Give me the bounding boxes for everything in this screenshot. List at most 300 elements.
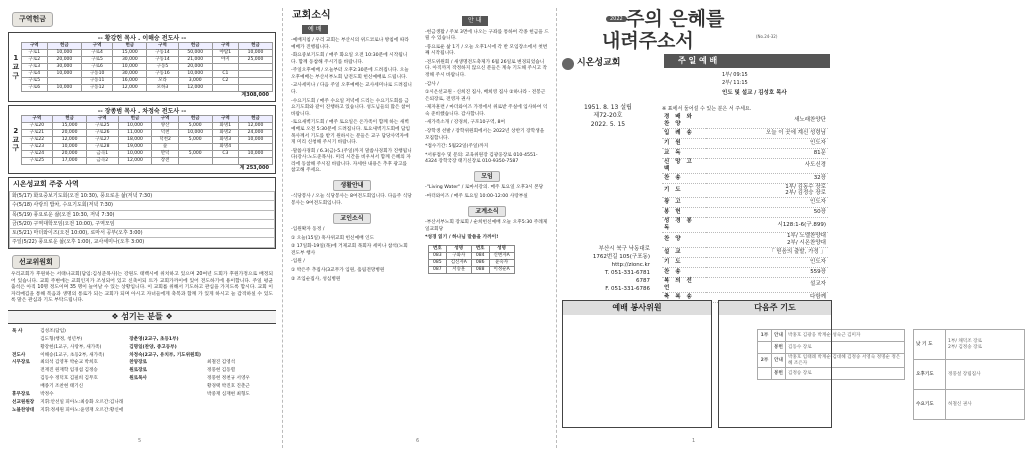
table-row <box>21 50 272 57</box>
notice-item: *서류접수 및 문의: 교육위원장 김광웅장로 010-4551-4324 장학국장 태기신장로 010-9350-7587 <box>425 152 538 165</box>
intro-item: -입원확자 동정 / <box>291 227 325 233</box>
order-row <box>662 233 828 248</box>
staff-cell <box>127 392 203 398</box>
staff-cell <box>10 345 36 351</box>
table-cell: 이정순A <box>489 266 514 273</box>
order-value: 새노래찬양단 <box>706 114 828 128</box>
schedule-item: 목(5/19) 풍요로운 삶(오전 10:30, 저녁 7:30) <box>10 210 275 219</box>
table-cell <box>239 71 273 78</box>
order-label: 기 원 <box>662 138 706 148</box>
table-cell: C1 <box>212 71 238 78</box>
notice-item: ①시온선교원 - 신희진 집사, 배희영 집사 ②하나라 - 전봉근 은퇴장로, 전영자 권사 <box>425 90 546 102</box>
table-cell: 16,000 <box>113 78 147 85</box>
life-tab: 생활안내 <box>333 180 370 192</box>
schedule-table <box>9 191 275 248</box>
order-value: 시128:1-6(구.899) <box>706 218 828 233</box>
table-row <box>10 400 252 406</box>
table-row <box>914 360 1025 390</box>
page-1 <box>562 6 983 446</box>
prayer-label: 수요기도 <box>914 390 946 420</box>
table-cell: 서승훈 <box>446 266 471 273</box>
table-cell: 구로6 <box>21 85 47 92</box>
table-cell: 12,000 <box>53 137 87 144</box>
table-cell <box>239 144 273 151</box>
staff-cell: 김명일(찬양, 중고등부) <box>129 344 177 350</box>
intro-item: ② 조입순집사, 성심병원 <box>291 276 341 282</box>
standing-note: ※ 표에서 둘어설 수 있는 분은 서 주세요. <box>662 106 752 112</box>
staff-cell <box>127 329 203 335</box>
staff-cell: 박중재 심재현 최형도 <box>207 392 250 398</box>
table-cell: 구로2 <box>21 57 47 64</box>
order-label: 찬 송 <box>662 267 706 277</box>
offering-header: 구역헌금 <box>12 12 53 27</box>
table-cell: 신변자A <box>489 252 514 259</box>
order-label: 봉 헌 <box>662 208 706 218</box>
table-cell: 구로4 <box>81 50 113 57</box>
table-row <box>21 85 272 92</box>
table-cell: 10,000 <box>47 71 81 78</box>
table-cell: 윤숙자 <box>489 259 514 266</box>
column-header: 헌금 <box>47 43 81 50</box>
table-cell: 금곡2 <box>87 158 119 165</box>
block2-title: -- 장종범 목사 . 차정숙 전도사 -- <box>97 107 187 115</box>
title-line-2: 내려주소서 <box>602 30 694 52</box>
staff-cell: 원로목사 <box>129 376 147 382</box>
table-cell: C3 <box>212 151 238 158</box>
staff-cell: 차정숙(2교구, 유치부, 기도위원회) <box>129 352 201 358</box>
table-cell: 덕천2 <box>152 137 178 144</box>
church-emblem-icon <box>562 58 574 70</box>
table-row <box>429 259 515 266</box>
order-value: 오늘 이 곳에 계신 성령님 <box>706 128 828 138</box>
column-header: 성명 <box>446 245 471 252</box>
staff-cell: 노블찬양대 <box>12 408 35 414</box>
weekly-schedule <box>8 177 276 248</box>
table-row <box>21 144 272 151</box>
offering-table-2 <box>21 115 273 165</box>
table-cell: 구화자 <box>446 252 471 259</box>
column-header: 구역 <box>21 116 53 123</box>
table-cell: 10,000 <box>113 64 147 71</box>
table-row <box>10 408 252 414</box>
notice-title: 안 내 <box>462 16 488 26</box>
column-header: 헌금 <box>113 43 147 50</box>
column-header: 구역 <box>212 116 238 123</box>
table-cell <box>47 78 81 85</box>
table-cell: 구로4 <box>21 71 47 78</box>
issue-info: 1951. 8. 13 설립 제72-20호 2022. 5. 15 <box>584 104 632 128</box>
staff-cell: 김성조(담임) <box>40 328 66 334</box>
friend-item: -부산서부노회 장로회 / 순희헌신예배 오늘 오후5:30 주례제일교회당 <box>425 220 548 232</box>
table-row <box>21 57 272 64</box>
order-label: 복 의 선 언 <box>662 277 706 292</box>
column-header: 번호 <box>429 245 447 252</box>
divider <box>556 8 557 448</box>
table-row <box>10 345 252 351</box>
order-value: 인도자 <box>706 138 828 148</box>
table-cell: 구로28 <box>87 144 119 151</box>
order-value: 설교자 <box>706 277 828 292</box>
table-cell: 10,000 <box>47 50 81 57</box>
order-value: 559장 <box>706 267 828 277</box>
table-cell: 화명3 <box>212 137 238 144</box>
table-header <box>21 116 272 123</box>
column-header: 성명 <box>489 245 514 252</box>
table-cell: 15,000 <box>53 123 87 130</box>
prayer-label: 낮 기 도 <box>914 330 946 360</box>
table-row <box>10 329 252 335</box>
staff-cell <box>10 337 36 343</box>
table-row <box>10 376 252 382</box>
staff-cell: 전도사 <box>12 352 26 358</box>
staff-cell: 황경택 박진호 진춘근 <box>207 384 250 390</box>
table-cell <box>239 85 273 92</box>
volunteer-cell: 박홍호 임태례 박계순 김대혜 김정숭 서영숙 정명순 정은혜 조은자 <box>786 354 905 368</box>
table-cell: 모하3 <box>147 85 179 92</box>
order-label: 경 배 와 찬 양 <box>662 114 706 128</box>
table-cell: 구로24 <box>21 151 53 158</box>
order-label: 교 독 <box>662 148 706 158</box>
worship-item: -예배지침 / 우리 교회는 부산시의 위드코로나 방침에 따라 예배가 진행됩니다. <box>291 38 409 50</box>
table-cell <box>178 144 212 151</box>
intro-item: ① 박은주 추집사(3교무가 입원, 흘림전망병원 <box>291 268 385 274</box>
page-number: 5 <box>138 437 142 444</box>
table-cell: 12,000 <box>118 158 152 165</box>
notice-item: -풍요로운 삶 1기 / 오늘 오후1시에 각 반 모임장소에서 첫번째 시작됩니다. <box>425 44 548 57</box>
table-cell: 086 <box>471 259 489 266</box>
column-header: 헌금 <box>53 116 87 123</box>
order-value: 1부/ 노엘찬양대 2부/ 시온찬양대 <box>706 233 828 248</box>
column-header: 구역 <box>212 43 238 50</box>
schedule-item: 주일(5/22) 풍요로운 삶(오후 1:00), 교사세미나(오후 3:00) <box>10 238 275 247</box>
table-row <box>21 151 272 158</box>
table-cell: 10,000 <box>118 151 152 158</box>
volunteer-cell: 안내 <box>772 354 786 368</box>
staff-cell: 휴무장로 <box>12 392 30 398</box>
notice-item: -제자훈련 / 마더와이즈 가정에서 위로받 주실에 입사하여 익숙 준비했습니다. 감사합니다. <box>425 105 548 117</box>
church-news-title: 교회소식 <box>292 10 331 21</box>
table-cell: 숲 <box>152 144 178 151</box>
table-row <box>10 201 275 210</box>
table-cell: 10,000 <box>239 50 273 57</box>
table-cell <box>212 158 238 165</box>
table-row <box>21 130 272 137</box>
staff-cell: 시무장로 <box>12 360 30 366</box>
table-cell: 24,000 <box>239 130 273 137</box>
column-header: 구역 <box>21 43 47 50</box>
staff-cell <box>10 376 36 382</box>
table-row <box>429 266 515 273</box>
worship-items <box>288 37 416 176</box>
table-cell: 구동16 <box>147 71 179 78</box>
staff-cell: 최의석 김영후 박순교 박희호 <box>40 360 98 366</box>
order-label: 찬 송 <box>662 173 706 183</box>
intro-item: -입원 / <box>291 259 305 265</box>
table-cell: 30,000 <box>113 57 147 64</box>
volunteer-cell: 김정승 장로 <box>786 368 905 380</box>
order-value: 1부/ 김동수 장로 2부/ 김정승 장로 <box>706 183 828 198</box>
table-cell: 모라 <box>147 78 179 85</box>
page-5 <box>8 6 276 446</box>
page-number: 6 <box>416 437 420 444</box>
staff-cell <box>205 353 252 359</box>
staff-cell: 최철진 김영석 <box>207 360 236 366</box>
order-row <box>662 158 828 173</box>
table-row <box>914 330 1025 360</box>
order-row <box>662 218 828 233</box>
staff-cell <box>205 337 252 343</box>
table-cell: 장전 <box>152 158 178 165</box>
table-row <box>10 192 275 201</box>
group-item: -마더와이즈 / 매주 토요일 10:00-12:00 사랑부실 <box>425 193 528 199</box>
table-cell: 19,000 <box>118 144 152 151</box>
table-cell: 구로1 <box>21 50 47 57</box>
table-cell: 5,000 <box>178 151 212 158</box>
table-cell: 구동14 <box>147 50 179 57</box>
order-row <box>662 183 828 198</box>
order-row <box>662 267 828 277</box>
order-label: 입 례 송 <box>662 128 706 138</box>
order-label: 기 도 <box>662 183 706 198</box>
staff-title: ❖ 섬기는 분들 ❖ <box>8 310 276 324</box>
table-cell: 야탑1 <box>212 50 238 57</box>
volume: (No.24-32) <box>756 34 778 39</box>
order-value: 인도자 <box>706 257 828 267</box>
prayer-label: 오후기도 <box>914 360 946 390</box>
table-cell: 21,000 <box>178 57 212 64</box>
staff-cell: 지휘:정세원 피아노:윤영재 오르간:황신애 <box>40 408 124 414</box>
church-logo <box>562 58 620 70</box>
table-cell: 구로23 <box>21 144 53 151</box>
page-6 <box>288 6 552 446</box>
table-cell: 10,000 <box>118 123 152 130</box>
table-cell: 5,000 <box>178 123 212 130</box>
offering-block-1 <box>8 32 276 102</box>
block2-side: 2 교 구 <box>12 126 20 153</box>
staff-cell <box>10 384 36 390</box>
staff-cell <box>205 345 252 351</box>
table-cell: 17,000 <box>53 158 87 165</box>
table-cell: 10,000 <box>239 151 273 158</box>
table-cell: 구로20 <box>21 123 53 130</box>
staff-cell: 찬양장로 <box>129 360 147 366</box>
prayer-value: 1부/ 채덕조 장로 2부/ 김정숭 장로 <box>946 330 1025 360</box>
group-title: 모임 <box>474 171 500 183</box>
prayer-title: 다음주 기도 <box>719 301 831 315</box>
table-row <box>914 390 1025 420</box>
mission-header: 선교위원회 <box>12 255 60 270</box>
table-cell: 김신자A <box>446 259 471 266</box>
table-cell: 구로25 <box>21 158 53 165</box>
table-row <box>10 353 252 359</box>
table-row <box>21 158 272 165</box>
table-cell: 083 <box>429 252 447 259</box>
table-cell: 20,000 <box>53 151 87 158</box>
schedule-item: 토(5/21) 마더와이즈(오전 10:00), 로마서 공부(오후 3:00) <box>10 229 275 238</box>
staff-cell <box>127 384 203 390</box>
volunteer-cell: 봉헌 <box>772 342 786 354</box>
table-cell: 088 <box>471 266 489 273</box>
worship-item: -말씀사경회 / 6.3(금)-5.(주일)까지 말씀사경회가 진행됩니다(강사:노도준목사). 미리 시간을 비우셔서 함께 은혜의 자리에 동참해 주시길 바랍니다. 자세한 내용은 추후 광고를 참고해 주세요. <box>291 148 412 174</box>
volunteer-cell: 1부 <box>758 330 772 342</box>
staff-cell: 정풍현 김동렬 <box>207 368 236 374</box>
bible-reading-table <box>428 245 515 274</box>
order-row <box>662 114 828 128</box>
staff-table <box>8 327 254 417</box>
table-cell <box>239 64 273 71</box>
notice-item: -새가족소개 / 강경희, 구포10구역, 8여 <box>425 120 506 126</box>
mission-text: 우리교회가 후원하는 서태나교회(담임:김성준목사)는 강원도 태백시에 위치하고 있으며 20여년 도회가 후원가정으로 배정되어 있습니다. 교회 주변에는 교회인지가 조성되어 있고 신축이되 트가 교회가까이에 있어 전도하기에 용이합니다. 주일 평균 출석은 아직 10명 정도이며 35 명이 늘어날 수 있는 상황입니다. 이 교회를 위해서 기도하고 관심을 가지도록 합시다. 교회 이 자리매김을 통해 복음과 생명의 통로가 되는 교회가 되며 아시고 자녀들에게 축복과 함께 가 있게 하시고 늘 감격하실 수 있도록 말은 관심과 기도 부탁드립니다. <box>11 272 273 304</box>
table-row <box>10 392 252 398</box>
prayer-value: 허철신 권사 <box>946 390 1025 420</box>
volunteer-cell: 김동수 장로 <box>786 342 905 354</box>
order-label: 신 앙 고 백 <box>662 158 706 173</box>
order-value: 32장 <box>706 173 828 183</box>
column-header: 구역 <box>152 116 178 123</box>
order-row <box>662 198 828 208</box>
divider <box>282 8 283 448</box>
life-text: -식당봉사 / 오늘 식당봉사는 8여전도회입니다. 다음주 식당봉사는 9여전도회입니다. <box>291 194 412 207</box>
staff-cell: 황강헌(1교구, 사랑부, 새가족) <box>40 344 102 350</box>
service-times: 1부/ 09:15 2부/ 11:15 <box>722 72 748 86</box>
order-row <box>662 128 828 138</box>
worship-header: 주 일 예 배 <box>664 54 830 68</box>
column-header: 번호 <box>471 245 489 252</box>
notice-item: -감사 / <box>425 81 439 87</box>
column-header: 헌금 <box>239 116 273 123</box>
table-cell: 12,000 <box>239 123 273 130</box>
staff-cell <box>205 408 252 414</box>
block2-total: 계 253,000 <box>239 165 269 171</box>
page-number: 1 <box>692 437 696 444</box>
intro-item: ① 오늘(15일) 흑사위교회 헌신예배 인도 <box>291 235 375 241</box>
table-cell: 덕천 <box>152 130 178 137</box>
volunteer-cell: 봉헌 <box>772 368 786 380</box>
schedule-item: 금(5/20) 구역대학모임(오전 10:00), 구역모임 <box>10 219 275 228</box>
table-cell: 085 <box>429 259 447 266</box>
table-cell: 25,000 <box>239 57 273 64</box>
table-row <box>10 238 275 247</box>
table-cell <box>239 158 273 165</box>
table-cell: 구로3 <box>21 64 47 71</box>
staff-cell <box>127 400 203 406</box>
table-cell: 구로27 <box>87 137 119 144</box>
schedule-item: 화(5/17) 화요중보기도회(오전 10:30), 풍요로운 삶(저녁 7:30) <box>10 192 275 201</box>
table-cell: 30,000 <box>47 64 81 71</box>
block1-total: 계308,000 <box>241 92 269 99</box>
worship-item: -화요중보기도회 / 매주 화요일 오전 10:30분에 시작됩니다. 함께 동참해 주시기를 바랍니다. <box>291 53 408 65</box>
order-label: 광 고 <box>662 198 706 208</box>
column-header: 헌금 <box>178 116 212 123</box>
order-label: 설 교 <box>662 247 706 257</box>
volunteer-cell: 안내 <box>772 330 786 342</box>
block1-side: 1 교 구 <box>12 54 20 80</box>
table-cell: 구동5 <box>147 64 179 71</box>
table-cell: 30,000 <box>113 71 147 78</box>
table-header <box>429 245 515 252</box>
prayer-value: 정풍설 장립집사 <box>946 360 1025 390</box>
column-header: 구역 <box>81 43 113 50</box>
staff-cell: 김도형(행정, 청년부) <box>40 336 83 342</box>
staff-cell: 김동수 정덕호 김필희 김무호 <box>40 376 98 382</box>
prayer-table <box>913 329 1025 420</box>
friend-title: 교계소식 <box>468 206 505 218</box>
table-row <box>21 64 272 71</box>
table-row <box>21 137 272 144</box>
staff-cell <box>10 368 36 374</box>
table-cell: 10,000 <box>47 85 81 92</box>
order-value: 「 믿음의 출발, 가정 」 <box>706 247 828 257</box>
worship-item: -토요새벽기도회 / 매주 토요일은 온가족이 함께 하는 새벽예배로 오전 5:30분에 드려집니다. 토요새벽기도회에 담임목사께서 기도를 받기 원하시는 분들은 교구 담당사역자에게 미리 신청해 주시기 바랍니다. <box>291 120 411 146</box>
church-address: 부산시 북구 낙동대로 1762번길 105(구포동) http://zionc.kr T. 051-331-6781 6787 F. 051-331-6786 <box>592 246 650 292</box>
table-row <box>429 252 515 259</box>
title-line-1: 주의 은혜를 <box>626 8 725 30</box>
table-cell: 화명2 <box>212 130 238 137</box>
order-row <box>662 257 828 267</box>
order-label: 축 복 송 <box>662 292 706 302</box>
staff-cell: 이해승(1교구, 초등2부, 새가족) <box>40 352 105 358</box>
staff-cell: 목 사 <box>12 328 23 334</box>
table-cell: 20,000 <box>178 64 212 71</box>
table-cell: 10,000 <box>239 137 273 144</box>
group-items <box>422 184 552 201</box>
table-cell: 3,000 <box>178 78 212 85</box>
order-row <box>662 148 828 158</box>
staff-cell: 선교원원장 <box>12 400 35 406</box>
table-row <box>10 384 252 390</box>
order-row <box>662 277 828 292</box>
worship-item: -교사세미나 / 다음 주일 오후예배는 교사세미나로 드려집니다. <box>291 83 412 96</box>
offering-block-2 <box>8 105 276 175</box>
table-cell: 구동11 <box>81 78 113 85</box>
intro-tab: 교인소식 <box>333 213 370 225</box>
volunteer-title: 예배 봉사위원 <box>563 301 711 315</box>
table-cell: 화명1 <box>212 123 238 130</box>
table-cell: 구로22 <box>21 137 53 144</box>
staff-cell: 장춘영(2교구, 초등1부) <box>129 336 179 342</box>
table-cell: 10,000 <box>178 130 212 137</box>
volunteer-cell: 2부 <box>758 354 772 368</box>
table-cell: 양산 <box>152 123 178 130</box>
table-cell: 087 <box>429 266 447 273</box>
column-header: 구역 <box>87 116 119 123</box>
year-badge: 2022 <box>606 16 627 22</box>
table-cell: 구동12 <box>81 85 113 92</box>
order-value: 다함께 <box>706 292 828 302</box>
column-header: 헌금 <box>239 43 273 50</box>
intro-items <box>288 226 416 284</box>
table-cell <box>178 158 212 165</box>
notice-item: *접수기간: 5월22일(주일)까지 <box>425 144 489 150</box>
masthead <box>562 6 834 56</box>
worship-item: -주일오후예배 / 오늘부터 오후2:30분에 드려집니다. 오늘 오후예배는 부산서부노회 남전도회 헌신예배로 드립니다. <box>291 68 409 80</box>
pray-title: *성경 읽기 / 하나님 말씀을 가까이! <box>425 235 499 241</box>
order-value: 사도신경 <box>706 158 828 173</box>
worship-order <box>662 114 828 303</box>
table-row <box>10 337 252 343</box>
table-row <box>21 78 272 85</box>
staff-cell <box>205 329 252 335</box>
table-cell: 15,000 <box>113 50 147 57</box>
table-cell <box>212 64 238 71</box>
staff-cell: 지휘:안선일 피아노:최송화 오르간:김나래 <box>40 400 124 406</box>
table-cell: C2 <box>212 78 238 85</box>
table-cell: 구로6 <box>81 64 113 71</box>
table-cell: 11,000 <box>118 130 152 137</box>
table-cell: 구로5 <box>81 57 113 64</box>
notice-items <box>422 29 552 167</box>
column-header: 구역 <box>147 43 179 50</box>
